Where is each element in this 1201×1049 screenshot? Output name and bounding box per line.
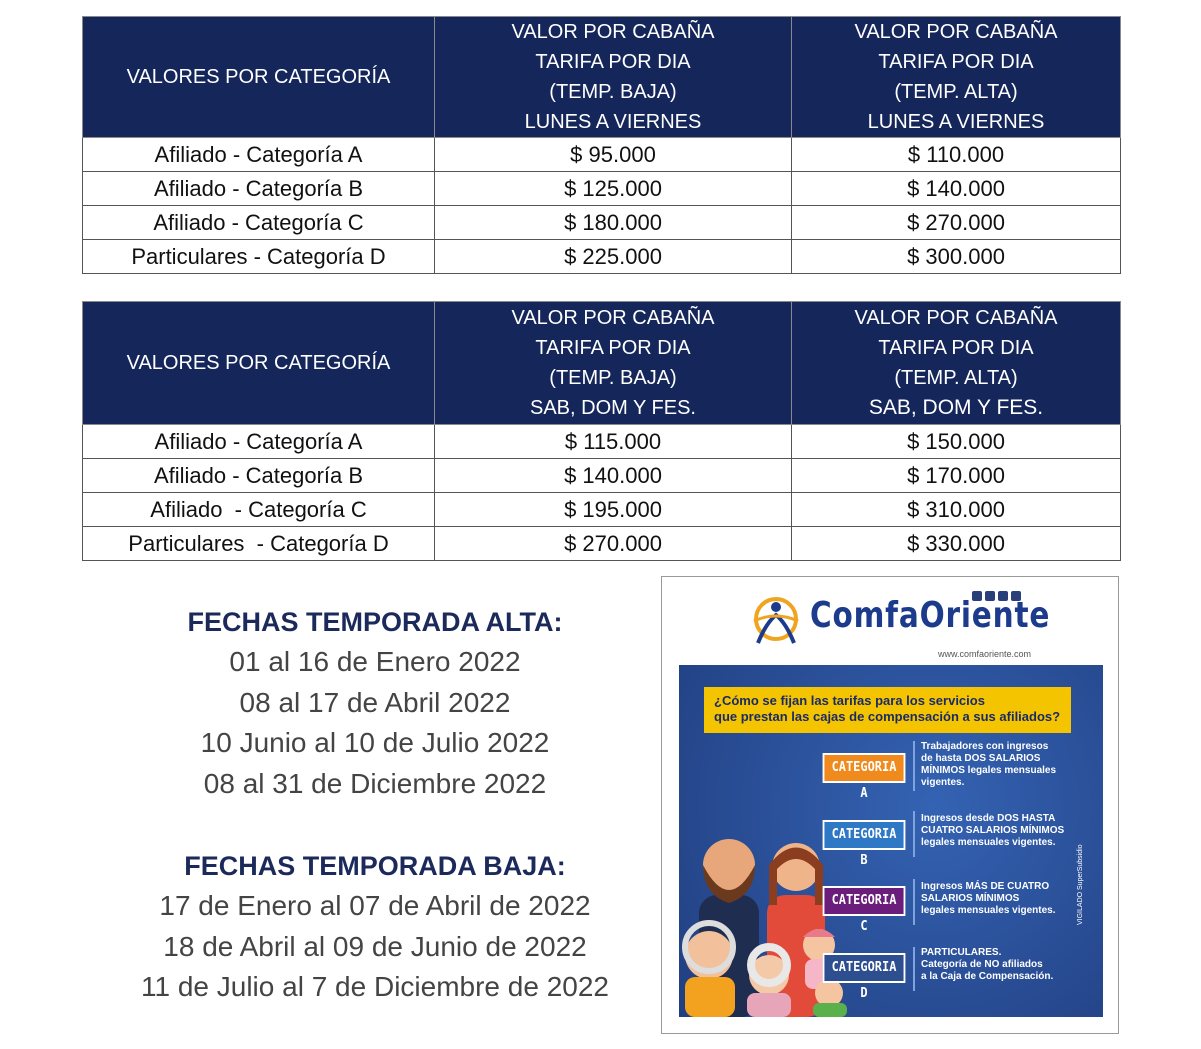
table-header-row <box>83 17 1121 138</box>
price-cell: $ 270.000 <box>792 206 1121 240</box>
header-category: VALORES POR CATEGORÍA <box>83 17 435 138</box>
table-row <box>83 172 1121 206</box>
category-a-badge: CATEGORIA A <box>823 753 906 783</box>
table-header-row <box>83 302 1121 425</box>
info-panel <box>679 665 1103 1017</box>
price-cell: $ 125.000 <box>435 172 792 206</box>
category-cell: Afiliado - Categoría A <box>83 425 435 459</box>
header-high-season: VALOR POR CABAÑA TARIFA POR DIA (TEMP. ALTA) LUNES A VIERNES <box>792 17 1121 138</box>
brand-url: www.comfaoriente.com <box>938 649 1032 659</box>
date-line: 18 de Abril al 09 de Junio de 2022 <box>163 930 587 962</box>
date-line: 01 al 16 de Enero 2022 <box>229 646 521 677</box>
low-season-dates <box>95 846 655 1008</box>
category-cell: Afiliado - Categoría C <box>83 493 435 527</box>
family-illustration <box>679 825 859 1017</box>
category-b-description: Ingresos desde DOS HASTA CUATRO SALARIOS MÍNIMOS legales mensuales vigentes. <box>921 813 1065 848</box>
category-b-badge: CATEGORIA B <box>823 820 906 850</box>
price-cell: $ 180.000 <box>435 206 792 240</box>
table-row <box>83 425 1121 459</box>
category-cell: Afiliado - Categoría B <box>83 172 435 206</box>
category-d-badge: CATEGORIA D <box>823 953 906 983</box>
category-d-description: PARTICULARES. Categoría de NO afiliados a la Caja de Compensación. <box>921 947 1054 982</box>
brand-name: ComfaOriente <box>810 595 1051 636</box>
header-low-season: VALOR POR CABAÑA TARIFA POR DIA (TEMP. BAJA) LUNES A VIERNES <box>435 17 792 138</box>
table-row <box>83 459 1121 493</box>
category-c-description: Ingresos MÁS DE CUATRO SALARIOS MÍNIMOS legales mensuales vigentes. <box>921 881 1056 916</box>
table-row <box>83 493 1121 527</box>
low-season-title: FECHAS TEMPORADA BAJA: <box>184 851 566 881</box>
header-low-season: VALOR POR CABAÑA TARIFA POR DIA (TEMP. BAJA) SAB, DOM Y FES. <box>435 302 792 425</box>
comfaoriente-logo-icon <box>746 593 806 651</box>
date-line: 08 al 17 de Abril 2022 <box>239 686 511 718</box>
date-line: 17 de Enero al 07 de Abril de 2022 <box>159 890 591 921</box>
comfaoriente-infographic <box>661 576 1119 1034</box>
table-row <box>83 240 1121 274</box>
question-box: ¿Cómo se fijan las tarifas para los servicios que prestan las cajas de compensación a sus afiliados? <box>704 687 1071 733</box>
price-cell: $ 150.000 <box>792 425 1121 459</box>
price-cell: $ 115.000 <box>435 425 792 459</box>
category-a-description: Trabajadores con ingresos de hasta DOS SALARIOS MÍNIMOS legales mensuales vigentes. <box>921 741 1057 788</box>
price-cell: $ 140.000 <box>435 459 792 493</box>
category-cell: Afiliado - Categoría C <box>83 206 435 240</box>
category-c-badge: CATEGORIA C <box>823 886 906 916</box>
category-cell: Afiliado - Categoría A <box>83 138 435 172</box>
price-cell: $ 110.000 <box>792 138 1121 172</box>
price-cell: $ 170.000 <box>792 459 1121 493</box>
divider <box>913 947 915 991</box>
divider <box>913 811 915 857</box>
category-cell: Particulares - Categoría D <box>83 240 435 274</box>
category-cell: Afiliado - Categoría B <box>83 459 435 493</box>
date-line: 10 Junio al 10 de Julio 2022 <box>200 727 550 758</box>
weekday-rates-table <box>82 16 1121 274</box>
high-season-title: FECHAS TEMPORADA ALTA: <box>187 607 563 637</box>
table-row <box>83 206 1121 240</box>
header-high-season: VALOR POR CABAÑA TARIFA POR DIA (TEMP. ALTA) SAB, DOM Y FES. <box>792 302 1121 425</box>
weekend-rates-table <box>82 301 1121 561</box>
divider <box>913 741 915 791</box>
price-cell: $ 95.000 <box>435 138 792 172</box>
price-cell: $ 225.000 <box>435 240 792 274</box>
price-cell: $ 270.000 <box>435 527 792 561</box>
supersubsidio-note: VIGILADO SuperSubsidio <box>1077 844 1084 925</box>
price-cell: $ 330.000 <box>792 527 1121 561</box>
price-cell: $ 300.000 <box>792 240 1121 274</box>
date-line: 11 de Julio al 7 de Diciembre de 2022 <box>140 971 609 1002</box>
table-row <box>83 527 1121 561</box>
price-cell: $ 310.000 <box>792 493 1121 527</box>
price-cell: $ 195.000 <box>435 493 792 527</box>
high-season-dates <box>95 602 655 804</box>
date-line: 08 al 31 de Diciembre 2022 <box>203 767 547 799</box>
price-cell: $ 140.000 <box>792 172 1121 206</box>
table-row <box>83 138 1121 172</box>
divider <box>913 879 915 925</box>
header-category: VALORES POR CATEGORÍA <box>83 302 435 425</box>
category-cell: Particulares - Categoría D <box>83 527 435 561</box>
